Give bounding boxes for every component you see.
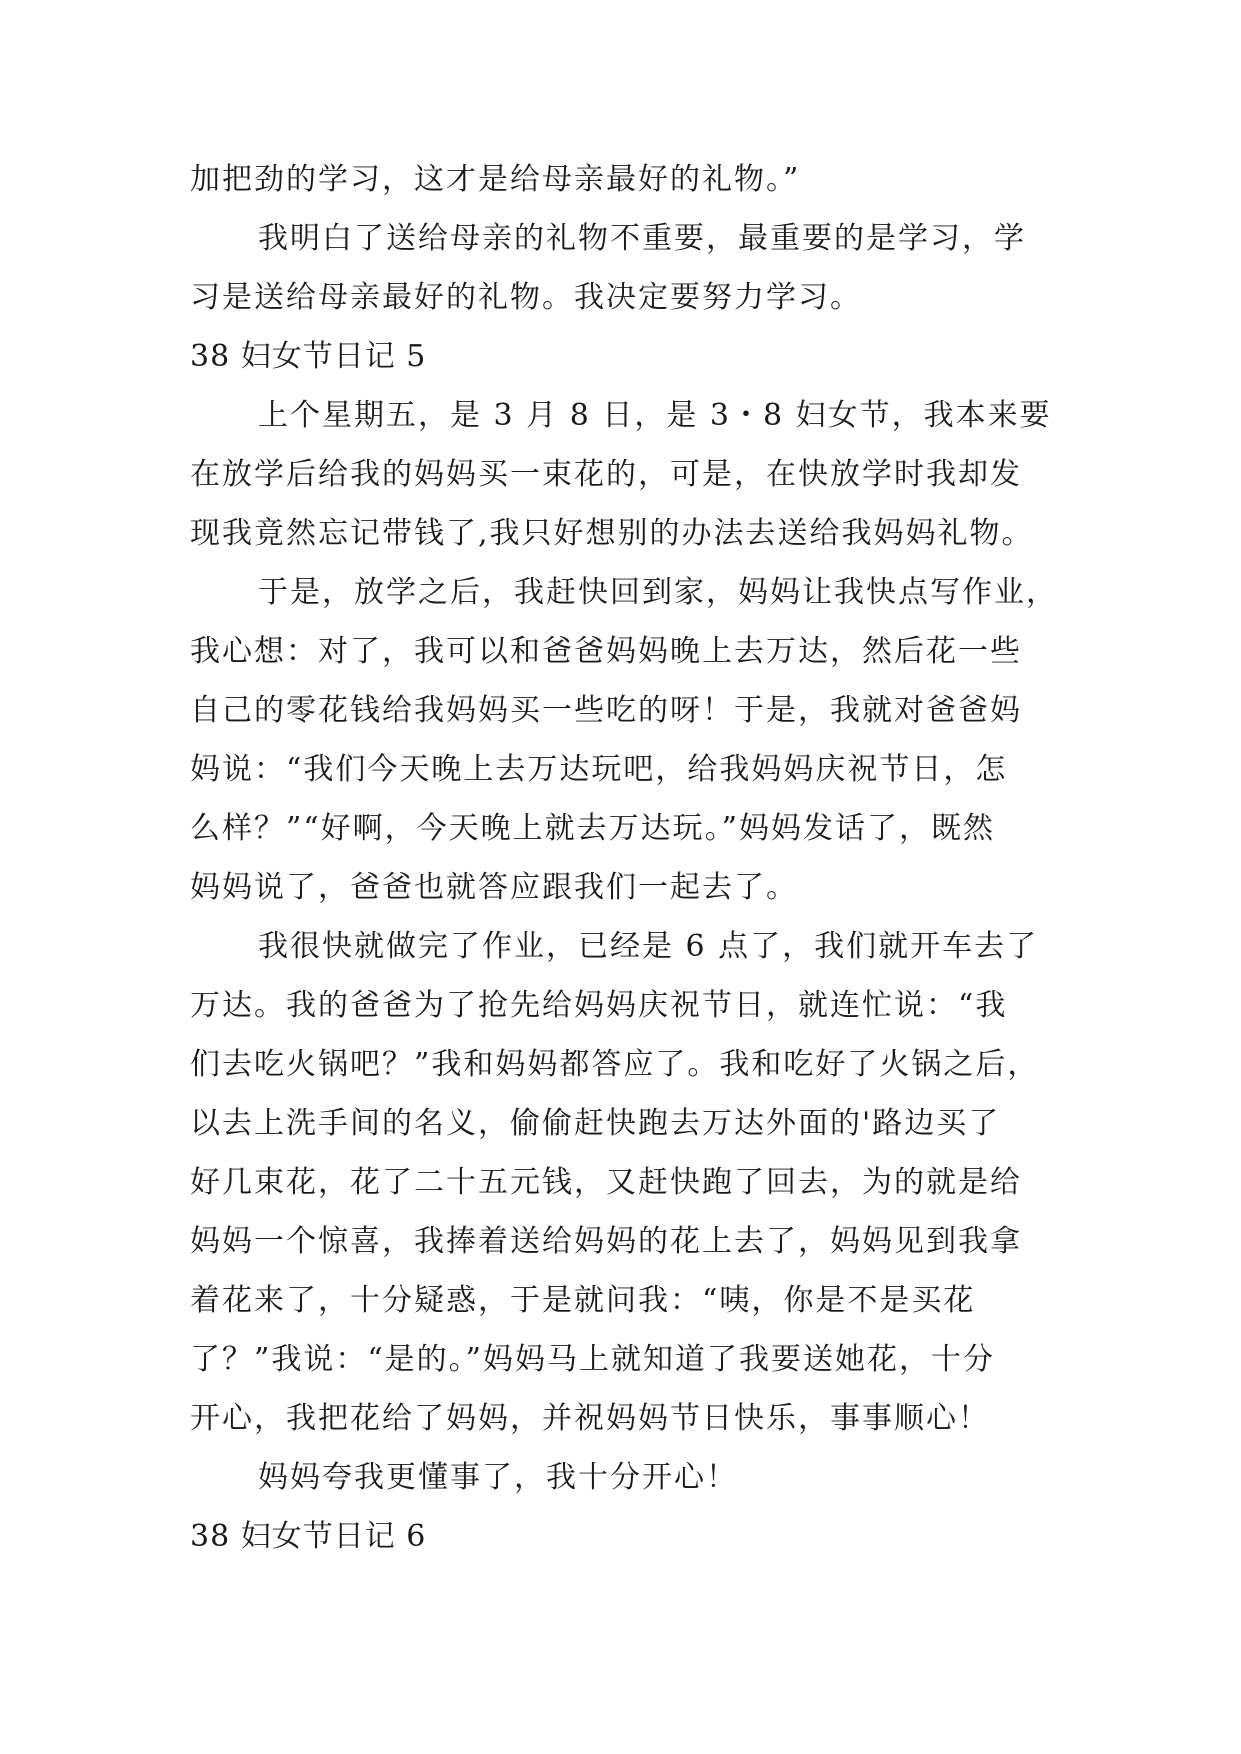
paragraph-line: 以去上洗手间的名义，偷偷赶快跑去万达外面的'路边买了 [190, 1106, 1001, 1141]
paragraph-line: 妈说：“我们今天晚上去万达玩吧，给我妈妈庆祝节日，怎 [190, 752, 1008, 787]
paragraph-line: 自己的零花钱给我妈妈买一些吃的呀！于是，我就对爸爸妈 [190, 693, 1022, 728]
paragraph-line: 开心，我把花给了妈妈，并祝妈妈节日快乐，事事顺心！ [190, 1401, 990, 1436]
paragraph-line: 我明白了送给母亲的礼物不重要，最重要的是学习，学 [258, 221, 1026, 256]
paragraph-line: 着花来了，十分疑惑，于是就问我：“咦，你是不是买花 [190, 1283, 976, 1318]
paragraph-line: 加把劲的学习，这才是给母亲最好的礼物。” [190, 162, 801, 197]
paragraph-line: 上个星期五，是 3 月 8 日，是 3・8 妇女节，我本来要 [258, 398, 1052, 433]
paragraph-line: 习是送给母亲最好的礼物。我决定要努力学习。 [190, 280, 862, 315]
paragraph-line: 万达。我的爸爸为了抢先给妈妈庆祝节日，就连忙说：“我 [190, 988, 1008, 1023]
paragraph-line: 们去吃火锅吧？”我和妈妈都答应了。我和吃好了火锅之后， [190, 1047, 1040, 1082]
section-heading: 38 妇女节日记 5 [190, 339, 427, 374]
document-page [190, 150, 1062, 1566]
paragraph-line: 好几束花，花了二十五元钱，又赶快跑了回去，为的就是给 [190, 1165, 1022, 1200]
paragraph-line: 于是，放学之后，我赶快回到家，妈妈让我快点写作业， [258, 575, 1058, 610]
paragraph-line: 妈妈说了，爸爸也就答应跟我们一起去了。 [190, 870, 798, 905]
paragraph-line: 么样？”“好啊，今天晚上就去万达玩。”妈妈发话了，既然 [190, 811, 996, 846]
paragraph-line: 妈妈一个惊喜，我捧着送给妈妈的花上去了，妈妈见到我拿 [190, 1224, 1022, 1259]
paragraph-line: 我很快就做完了作业，已经是 6 点了，我们就开车去了 [258, 929, 1039, 964]
paragraph-line: 现我竟然忘记带钱了,我只好想别的办法去送给我妈妈礼物。 [190, 516, 1034, 551]
paragraph-line: 我心想：对了，我可以和爸爸妈妈晚上去万达，然后花一些 [190, 634, 1022, 669]
section-heading: 38 妇女节日记 6 [190, 1519, 427, 1554]
paragraph-line: 了？”我说：“是的。”妈妈马上就知道了我要送她花，十分 [190, 1342, 996, 1377]
paragraph-line: 在放学后给我的妈妈买一束花的，可是，在快放学时我却发 [190, 457, 1022, 492]
paragraph-line: 妈妈夸我更懂事了，我十分开心！ [258, 1460, 738, 1495]
